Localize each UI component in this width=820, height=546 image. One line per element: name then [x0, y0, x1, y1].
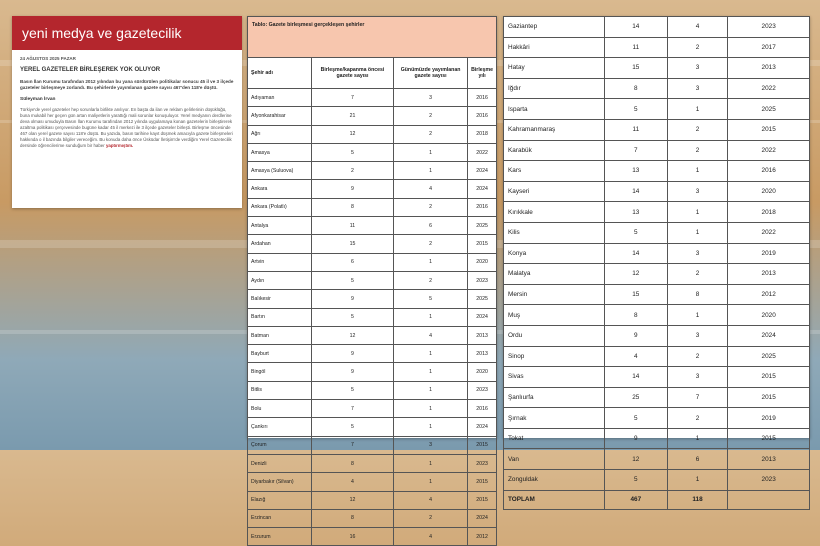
cell-city: Kayseri — [504, 181, 605, 202]
table-row — [248, 271, 497, 289]
table-row — [248, 418, 497, 436]
cell-before: 8 — [312, 454, 394, 472]
cell-before: 12 — [312, 125, 394, 143]
cell-city: Ardahan — [248, 235, 312, 253]
cell-city: Adıyaman — [248, 89, 312, 107]
cell-year: 2019 — [728, 243, 810, 264]
post-body-text: Türkiye'de yerel gazeteler hep sorunlarla birlikte anılıyor. En başta da ilan ve reklam gelirlerinin düşüklüğü, buna mukabil her geçen gün artan maliyetlerin yarattığı mali sorunlar konuşuluyor. Yerel medyanın derdlerine deva olması umuduyla Basın İlan Kurumu tarafından 2012 yılında uygulamaya konan gazetelerin birleştirerek azaltma politikası çerçevesinde bugüne kadar 45 il merkezi ile 3 ilçede gazeteler birleşti. Birleşme öncesinde 467 olan yerel gazete sayısı 118'e düştü. Bu yazıda, basın tarihine kayıt düşmek amacıyla gazete birleşmeleri hakkında o il bazında bilgiler vereceğim. Bu konuda daha önce Üsküdar İletişim'de verdiğim Yerel Gazetecilik dersinde öğrencilerime sunduğum bir haber — [20, 107, 233, 149]
post-date: 24 AĞUSTOS 2025 PAZAR — [20, 56, 76, 61]
cell-city: Karabük — [504, 140, 605, 161]
cell-now: 1 — [393, 473, 467, 491]
cell-now: 2 — [393, 198, 467, 216]
cell-before: 7 — [312, 89, 394, 107]
cell-city: Kırıkkale — [504, 202, 605, 223]
cell-city: Çankırı — [248, 418, 312, 436]
cell-before: 5 — [605, 222, 668, 243]
cell-before: 12 — [605, 449, 668, 470]
cell-city: Balıkesir — [248, 290, 312, 308]
cell-now: 3 — [667, 181, 728, 202]
cell-now: 4 — [393, 491, 467, 509]
post-lead: Basın İlan Kurumu tarafından 2012 yılından bu yana sürdürülen politikalar sonucu 45 il ve 3 ilçede gazeteler birleşmeye zorlandı. Bu şehirlerde yayımlanan gazete sayısı 467'den 118'e düştü. — [20, 79, 234, 91]
cell-before: 15 — [605, 58, 668, 79]
cell-year: 2015 — [728, 387, 810, 408]
cell-year: 2025 — [728, 99, 810, 120]
cell-city: Ankara (Polatlı) — [248, 198, 312, 216]
table-row — [248, 454, 497, 472]
cell-city: Mersin — [504, 284, 605, 305]
table-row — [248, 528, 497, 546]
cell-before: 7 — [312, 400, 394, 418]
table-row — [504, 346, 810, 367]
cell-now: 3 — [667, 367, 728, 388]
cell-city: Ankara — [248, 180, 312, 198]
table-row — [504, 428, 810, 449]
cell-now: 1 — [393, 345, 467, 363]
table-row — [248, 217, 497, 235]
total-year — [728, 490, 810, 509]
cell-city: Kars — [504, 161, 605, 182]
table-row — [248, 235, 497, 253]
table-row — [248, 308, 497, 326]
cell-city: Bayburt — [248, 345, 312, 363]
cell-year: 2016 — [468, 198, 497, 216]
cities-table-left — [247, 16, 497, 540]
table-row — [248, 290, 497, 308]
cell-now: 1 — [393, 143, 467, 161]
col-header-now: Günümüzde yayımlanan gazete sayısı — [393, 58, 467, 89]
cell-now: 1 — [393, 253, 467, 271]
cell-city: Zonguldak — [504, 470, 605, 491]
cell-city: Amasya — [248, 143, 312, 161]
table-row — [504, 181, 810, 202]
col-header-before: Birleşme/kapanma öncesi gazete sayısı — [312, 58, 394, 89]
cell-year: 2023 — [728, 17, 810, 38]
cell-city: Van — [504, 449, 605, 470]
cell-year: 2020 — [728, 305, 810, 326]
table-row — [248, 253, 497, 271]
cell-before: 8 — [605, 305, 668, 326]
cell-year: 2025 — [468, 217, 497, 235]
cell-year: 2022 — [728, 140, 810, 161]
table-row — [248, 381, 497, 399]
table-row — [504, 161, 810, 182]
table-row — [504, 243, 810, 264]
post-author: Süleyman İrvan — [20, 97, 56, 103]
cell-city: Bartın — [248, 308, 312, 326]
cell-before: 25 — [605, 387, 668, 408]
cell-city: Şırnak — [504, 408, 605, 429]
cell-now: 4 — [393, 528, 467, 546]
cell-before: 4 — [605, 346, 668, 367]
cell-before: 5 — [312, 381, 394, 399]
cell-year: 2016 — [728, 161, 810, 182]
cell-year: 2016 — [468, 107, 497, 125]
cell-city: Erzurum — [248, 528, 312, 546]
table-row — [504, 305, 810, 326]
cell-year: 2023 — [468, 271, 497, 289]
table-row — [248, 89, 497, 107]
total-row — [504, 490, 810, 509]
table-row — [504, 202, 810, 223]
cell-city: Ağrı — [248, 125, 312, 143]
table-row — [248, 198, 497, 216]
cell-now: 1 — [393, 308, 467, 326]
cell-year: 2015 — [728, 119, 810, 140]
cell-before: 6 — [312, 253, 394, 271]
cell-year: 2012 — [468, 528, 497, 546]
cell-city: Hakkâri — [504, 37, 605, 58]
cell-city: Afyonkarahisar — [248, 107, 312, 125]
cell-before: 13 — [605, 202, 668, 223]
cell-year: 2015 — [728, 367, 810, 388]
cell-before: 9 — [312, 345, 394, 363]
total-label: TOPLAM — [504, 490, 605, 509]
table-row — [248, 491, 497, 509]
table-row — [504, 449, 810, 470]
post-headline[interactable]: YEREL GAZETELER BİRLEŞEREK YOK OLUYOR — [20, 67, 161, 73]
cell-year: 2018 — [468, 125, 497, 143]
table-row — [248, 473, 497, 491]
cell-before: 15 — [312, 235, 394, 253]
cell-before: 14 — [605, 181, 668, 202]
cell-now: 2 — [393, 509, 467, 527]
cell-now: 1 — [667, 305, 728, 326]
cell-year: 2020 — [468, 253, 497, 271]
cell-now: 2 — [393, 125, 467, 143]
cell-year: 2013 — [728, 58, 810, 79]
table-row — [504, 78, 810, 99]
cell-before: 9 — [312, 290, 394, 308]
table-row — [248, 125, 497, 143]
cell-before: 14 — [605, 367, 668, 388]
cell-year: 2013 — [468, 326, 497, 344]
cell-before: 11 — [312, 217, 394, 235]
site-title[interactable]: yeni medya ve gazetecilik — [12, 16, 242, 50]
post-body — [12, 102, 242, 149]
cell-city: Aydın — [248, 271, 312, 289]
total-now: 118 — [667, 490, 728, 509]
cell-city: Isparta — [504, 99, 605, 120]
cell-city: Hatay — [504, 58, 605, 79]
post-link[interactable]: yaptırmıştım. — [105, 143, 134, 149]
cell-now: 1 — [393, 363, 467, 381]
cell-city: Elazığ — [248, 491, 312, 509]
cell-now: 2 — [393, 235, 467, 253]
cell-city: Bolu — [248, 400, 312, 418]
table-row — [504, 284, 810, 305]
cell-now: 6 — [393, 217, 467, 235]
table-row — [504, 140, 810, 161]
cell-before: 21 — [312, 107, 394, 125]
cell-now: 4 — [393, 180, 467, 198]
cell-city: Tokat — [504, 428, 605, 449]
cell-now: 1 — [393, 162, 467, 180]
cell-before: 2 — [312, 162, 394, 180]
cell-now: 2 — [393, 271, 467, 289]
cell-year: 2019 — [728, 408, 810, 429]
table-row — [504, 470, 810, 491]
cell-now: 8 — [667, 284, 728, 305]
cell-now: 3 — [667, 243, 728, 264]
cell-now: 1 — [667, 202, 728, 223]
cell-before: 15 — [605, 284, 668, 305]
table-row — [504, 37, 810, 58]
cell-before: 9 — [312, 363, 394, 381]
table-row — [504, 222, 810, 243]
cell-now: 6 — [667, 449, 728, 470]
cell-year: 2022 — [468, 143, 497, 161]
cell-before: 5 — [605, 408, 668, 429]
cell-city: Sinop — [504, 346, 605, 367]
cell-city: Amasya (Suluova) — [248, 162, 312, 180]
cell-year: 2024 — [468, 162, 497, 180]
cell-now: 1 — [393, 454, 467, 472]
cell-before: 14 — [605, 17, 668, 38]
cell-now: 4 — [393, 326, 467, 344]
table-row — [504, 119, 810, 140]
cell-year: 2024 — [468, 509, 497, 527]
cell-year: 2018 — [728, 202, 810, 223]
table-row — [504, 58, 810, 79]
cell-before: 5 — [605, 99, 668, 120]
cell-before: 11 — [605, 119, 668, 140]
cell-city: Çorum — [248, 436, 312, 454]
cell-before: 13 — [605, 161, 668, 182]
cell-year: 2015 — [468, 491, 497, 509]
cell-before: 12 — [312, 491, 394, 509]
cell-now: 1 — [393, 381, 467, 399]
cell-city: Iğdır — [504, 78, 605, 99]
cell-year: 2015 — [468, 235, 497, 253]
table-row — [248, 162, 497, 180]
cell-before: 8 — [605, 78, 668, 99]
cell-city: Konya — [504, 243, 605, 264]
cell-now: 5 — [393, 290, 467, 308]
cell-year: 2024 — [468, 418, 497, 436]
cities-table-right — [503, 16, 810, 504]
cell-city: Gaziantep — [504, 17, 605, 38]
cell-year: 2013 — [728, 449, 810, 470]
cell-city: Artvin — [248, 253, 312, 271]
cell-year: 2016 — [468, 400, 497, 418]
cell-year: 2015 — [728, 428, 810, 449]
cell-before: 11 — [605, 37, 668, 58]
cell-year: 2020 — [728, 181, 810, 202]
cell-now: 2 — [667, 37, 728, 58]
cell-before: 8 — [312, 509, 394, 527]
cell-city: Diyarbakır (Silvan) — [248, 473, 312, 491]
cell-city: Denizli — [248, 454, 312, 472]
cell-before: 7 — [605, 140, 668, 161]
cell-before: 12 — [312, 326, 394, 344]
cell-year: 2024 — [468, 180, 497, 198]
cell-now: 7 — [667, 387, 728, 408]
table-row — [248, 180, 497, 198]
cell-now: 1 — [667, 428, 728, 449]
cell-year: 2025 — [468, 290, 497, 308]
cell-before: 9 — [605, 428, 668, 449]
cell-city: Malatya — [504, 264, 605, 285]
cell-now: 1 — [667, 222, 728, 243]
cell-year: 2024 — [468, 308, 497, 326]
cell-year: 2022 — [728, 78, 810, 99]
cell-now: 2 — [667, 264, 728, 285]
cell-year: 2023 — [728, 470, 810, 491]
cell-year: 2020 — [468, 363, 497, 381]
cell-before: 4 — [312, 473, 394, 491]
table-row — [504, 408, 810, 429]
cell-now: 2 — [667, 119, 728, 140]
table-row — [248, 107, 497, 125]
cell-city: Bitlis — [248, 381, 312, 399]
cell-city: Batman — [248, 326, 312, 344]
cell-now: 3 — [667, 78, 728, 99]
cell-year: 2013 — [728, 264, 810, 285]
cell-now: 1 — [667, 99, 728, 120]
cell-city: Kahramanmaraş — [504, 119, 605, 140]
cell-now: 1 — [393, 418, 467, 436]
table-row — [248, 326, 497, 344]
cell-year: 2025 — [728, 346, 810, 367]
table-row — [504, 264, 810, 285]
cell-before: 5 — [312, 418, 394, 436]
cell-before: 5 — [312, 271, 394, 289]
cell-now: 2 — [667, 346, 728, 367]
cell-now: 4 — [667, 17, 728, 38]
table-row — [248, 363, 497, 381]
table-row — [248, 345, 497, 363]
cell-year: 2012 — [728, 284, 810, 305]
cell-year: 2016 — [468, 89, 497, 107]
cell-now: 2 — [393, 107, 467, 125]
cell-before: 7 — [312, 436, 394, 454]
table-row — [248, 509, 497, 527]
cell-now: 1 — [667, 470, 728, 491]
cell-city: Erzincan — [248, 509, 312, 527]
cell-before: 5 — [605, 470, 668, 491]
cell-before: 16 — [312, 528, 394, 546]
table-row — [504, 367, 810, 388]
cell-city: Şanlıurfa — [504, 387, 605, 408]
cell-before: 9 — [312, 180, 394, 198]
cell-year: 2023 — [468, 454, 497, 472]
cell-city: Sivas — [504, 367, 605, 388]
cell-year: 2023 — [468, 381, 497, 399]
cell-before: 14 — [605, 243, 668, 264]
cell-before: 5 — [312, 143, 394, 161]
cell-year: 2024 — [728, 325, 810, 346]
cell-year: 2017 — [728, 37, 810, 58]
cell-city: Muş — [504, 305, 605, 326]
cell-now: 3 — [393, 89, 467, 107]
cell-city: Bingöl — [248, 363, 312, 381]
cell-before: 12 — [605, 264, 668, 285]
cell-city: Ordu — [504, 325, 605, 346]
col-header-city: Şehir adı — [248, 58, 312, 89]
cell-city: Antalya — [248, 217, 312, 235]
table-row — [248, 143, 497, 161]
cell-year: 2013 — [468, 345, 497, 363]
col-header-year: Birleşme yılı — [468, 58, 497, 89]
table-row — [248, 436, 497, 454]
cell-now: 1 — [393, 400, 467, 418]
cell-now: 3 — [667, 58, 728, 79]
cell-year: 2022 — [728, 222, 810, 243]
cell-now: 3 — [667, 325, 728, 346]
cell-now: 2 — [667, 408, 728, 429]
cell-now: 2 — [667, 140, 728, 161]
table-caption: Tablo: Gazete birleşmesi gerçekleşen şehirler — [248, 17, 497, 58]
table-row — [504, 387, 810, 408]
blog-post-panel — [12, 16, 242, 208]
cell-year: 2015 — [468, 473, 497, 491]
table-row — [504, 325, 810, 346]
total-before: 467 — [605, 490, 668, 509]
cell-before: 8 — [312, 198, 394, 216]
cell-city: Kilis — [504, 222, 605, 243]
table-row — [504, 99, 810, 120]
table-row — [504, 17, 810, 38]
cell-before: 9 — [605, 325, 668, 346]
table-row — [248, 400, 497, 418]
cell-before: 5 — [312, 308, 394, 326]
cell-year: 2015 — [468, 436, 497, 454]
cell-now: 3 — [393, 436, 467, 454]
cell-now: 1 — [667, 161, 728, 182]
